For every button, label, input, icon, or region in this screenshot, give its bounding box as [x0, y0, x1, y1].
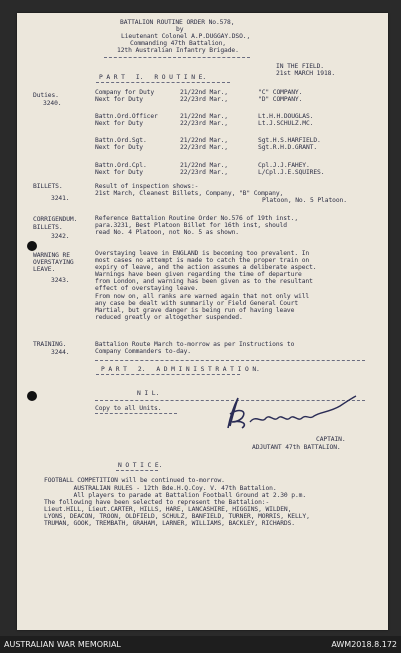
- footer-source: AUSTRALIAN WAR MEMORIAL: [4, 640, 121, 649]
- training-label: TRAINING.: [33, 341, 67, 348]
- billets-text: 21st March, Cleanest Billets, Company, "B" Company,: [95, 190, 284, 197]
- duty-date: 21/22nd Mar.,: [180, 89, 228, 96]
- duty-assignee: Cpl.J.J.FAHEY.: [258, 162, 310, 169]
- training-rule: [95, 360, 365, 361]
- part1-rule: [96, 82, 230, 83]
- warning-text: any case be dealt with summarily or Field General Court: [95, 300, 299, 307]
- warning-text: reduced greatly or altogether suspended.: [95, 314, 243, 321]
- notice-heading: N O T I C E.: [118, 462, 163, 469]
- corrigendum-label: BILLETS.: [33, 224, 63, 231]
- duty-role: Battn.Ord.Sgt.: [95, 137, 147, 144]
- warning-number: 3243.: [51, 277, 70, 284]
- warning-text: Martial, but grave danger is being run of having leave: [95, 307, 295, 314]
- duties-label: Duties.: [33, 92, 59, 99]
- duty-role: Next for Duty: [95, 120, 143, 127]
- duty-assignee: "D" COMPANY.: [258, 96, 303, 103]
- training-text: Company Commanders to-day.: [95, 348, 191, 355]
- duty-assignee: "C" COMPANY.: [258, 89, 303, 96]
- adjutant-signature: [208, 388, 358, 438]
- billets-number: 3241.: [51, 195, 70, 202]
- corrigendum-number: 3242.: [51, 233, 70, 240]
- corrigendum-label: CORRIGENDUM.: [33, 216, 78, 223]
- warning-text: From now on, all ranks are warned again that not only will: [95, 293, 310, 300]
- duties-number: 3240.: [43, 100, 62, 107]
- order-author: Lieutenant Colonel A.P.DUGGAY.DSO.,: [121, 33, 251, 40]
- warning-text: most cases no attempt is made to catch the proper train on: [95, 257, 310, 264]
- document-page: [17, 13, 388, 630]
- notice-text: Lieut.HILL, Lieut.CARTER, HILLS, HARE, LANCASHIRE, HIGGINS, WILDEN,: [44, 506, 292, 513]
- copy-to-units: Copy to all Units.: [95, 405, 162, 412]
- duty-date: 21/22nd Mar.,: [180, 113, 228, 120]
- duty-role: Battn.Ord.Officer: [95, 113, 158, 120]
- order-role: Commanding 47th Battalion,: [130, 40, 226, 47]
- billets-text: Result of inspection shows:-: [95, 183, 199, 190]
- order-date: 21st MARCH 1918.: [276, 70, 336, 77]
- notice-text: TRUMAN, GOOK, TREMBATH, GRAHAM, LARNER, WILLIAMS, BACKLEY, RICHARDS.: [44, 520, 295, 527]
- training-text: Battalion Route March to-morrow as per Instructions to: [95, 341, 295, 348]
- duty-assignee: Lt.H.H.DOUGLAS.: [258, 113, 314, 120]
- duty-date: 22/23rd Mar.,: [180, 169, 228, 176]
- footer-accession-number: AWM2018.8.172: [331, 640, 397, 649]
- duty-assignee: L/Cpl.J.E.SQUIRES.: [258, 169, 325, 176]
- signature-rank: CAPTAIN.: [316, 436, 346, 443]
- notice-text: All players to parade at Battalion Football Ground at 2.30 p.m.: [44, 492, 307, 499]
- duty-assignee: Lt.J.SCHULZ.MC.: [258, 120, 314, 127]
- order-brigade: 12th Australian Infantry Brigade.: [117, 47, 239, 54]
- corrigendum-text: para.3231, Best Platoon Billet for 16th inst, should: [95, 222, 287, 229]
- warning-text: Overstaying leave in ENGLAND is becoming too prevalent. In: [95, 250, 310, 257]
- warning-text: expiry of leave, and the action assumes a deliberate aspect.: [95, 264, 317, 271]
- part1-heading: P A R T I. R O U T I N E.: [99, 74, 207, 81]
- duty-date: 22/23rd Mar.,: [180, 96, 228, 103]
- duty-assignee: Sgt.R.H.D.GRANT.: [258, 144, 318, 151]
- duty-assignee: Sgt.H.S.HARFIELD.: [258, 137, 321, 144]
- order-title: BATTALION ROUTINE ORDER No.578,: [120, 19, 235, 26]
- warning-label: LEAVE.: [33, 266, 56, 273]
- duty-date: 21/22nd Mar.,: [180, 137, 228, 144]
- duty-date: 22/23rd Mar.,: [180, 120, 228, 127]
- notice-rule: [116, 470, 158, 471]
- part2-heading: P A R T 2. A D M I N I S T R A T I O N.: [101, 366, 260, 373]
- warning-label: WARNING RE: [33, 252, 70, 259]
- training-number: 3244.: [51, 349, 70, 356]
- billets-label: BILLETS.: [33, 183, 63, 190]
- punch-hole: [27, 241, 37, 251]
- notice-text: The following have been selected to represent the Battalion:-: [44, 499, 270, 506]
- part2-nil: N I L.: [137, 390, 160, 397]
- part2-rule: [96, 374, 240, 375]
- duty-date: 21/22nd Mar.,: [180, 162, 228, 169]
- punch-hole: [27, 391, 37, 401]
- billets-text: Platoon, No. 5 Platoon.: [262, 197, 347, 204]
- notice-text: FOOTBALL COMPETITION will be continued to-morrow.: [44, 477, 225, 484]
- signature-title: ADJUTANT 47th BATTALION.: [252, 444, 341, 451]
- warning-text: Warnings have been given regarding the time of departure: [95, 271, 302, 278]
- duty-role: Next for Duty: [95, 144, 143, 151]
- order-by: by: [176, 26, 184, 33]
- warning-text: from London, and warning has been given as to the resultant: [95, 278, 313, 285]
- warning-label: OVERSTAYING: [33, 259, 74, 266]
- order-place: IN THE FIELD.: [276, 63, 324, 70]
- corrigendum-text: read No. 4 Platoon, not No. 5 as shown.: [95, 229, 239, 236]
- duty-role: Battn.Ord.Cpl.: [95, 162, 147, 169]
- warning-text: effect of overstaying leave.: [95, 285, 199, 292]
- header-rule: [104, 57, 250, 58]
- duty-date: 22/23rd Mar.,: [180, 144, 228, 151]
- notice-text: AUSTRALIAN RULES - 12th Bde.H.Q.Coy. V. 47th Battalion.: [44, 485, 277, 492]
- duty-role: Next for Duty: [95, 169, 143, 176]
- duty-role: Next for Duty: [95, 96, 143, 103]
- archive-footer: [0, 636, 401, 653]
- notice-text: LYONS, DEACON, TROON, OLDFIELD, SCHULZ, BANFIELD, TURNER, MORRIS, KELLY,: [44, 513, 310, 520]
- corrigendum-text: Reference Battalion Routine Order No.576 of 19th inst.,: [95, 215, 299, 222]
- duty-role: Company for Duty: [95, 89, 155, 96]
- copy-rule: [95, 413, 177, 414]
